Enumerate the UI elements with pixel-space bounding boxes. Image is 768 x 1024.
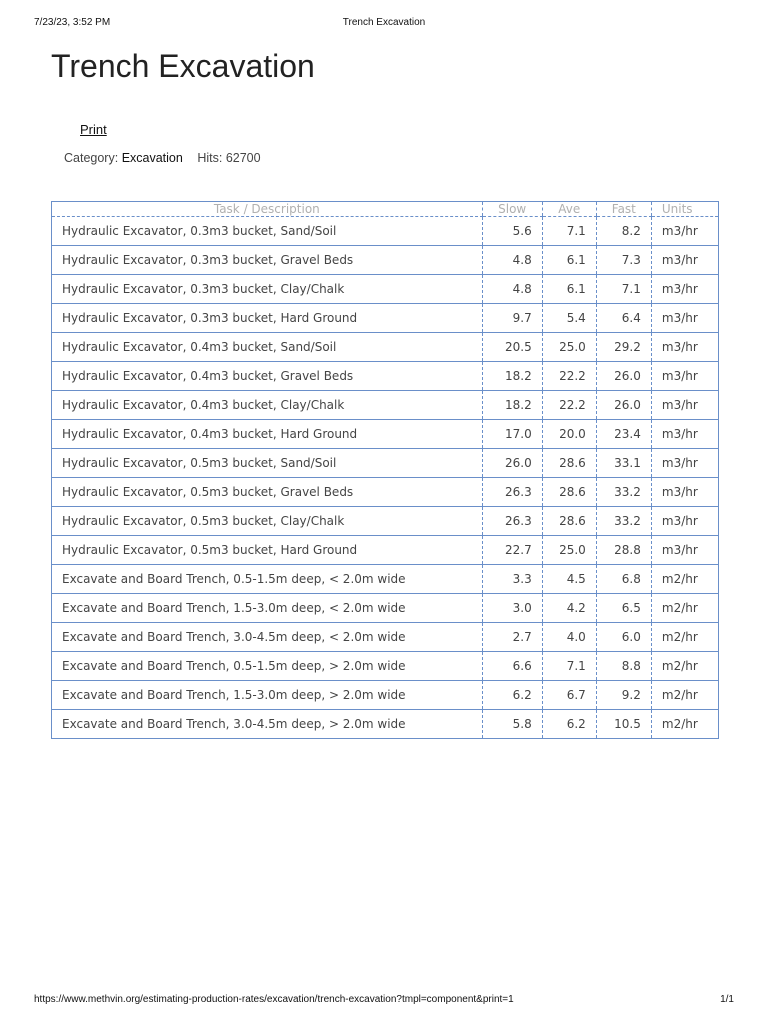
production-rates-table	[51, 201, 719, 739]
task-description-cell: Hydraulic Excavator, 0.3m3 bucket, Hard Ground	[52, 304, 483, 333]
ave-rate-cell: 4.2	[542, 594, 596, 623]
task-description-cell: Hydraulic Excavator, 0.4m3 bucket, Gravel Beds	[52, 362, 483, 391]
slow-rate-cell: 4.8	[482, 246, 542, 275]
slow-rate-cell: 4.8	[482, 275, 542, 304]
table-row	[52, 333, 719, 362]
task-description-cell: Hydraulic Excavator, 0.4m3 bucket, Clay/Chalk	[52, 391, 483, 420]
print-header	[34, 17, 734, 31]
header-task-description: Task / Description	[52, 202, 483, 217]
units-cell: m3/hr	[651, 275, 718, 304]
table-row	[52, 391, 719, 420]
ave-rate-cell: 25.0	[542, 333, 596, 362]
slow-rate-cell: 26.3	[482, 478, 542, 507]
units-cell: m3/hr	[651, 362, 718, 391]
fast-rate-cell: 26.0	[596, 362, 651, 391]
table-row	[52, 681, 719, 710]
table-row	[52, 507, 719, 536]
ave-rate-cell: 22.2	[542, 391, 596, 420]
page-title: Trench Excavation	[51, 48, 315, 84]
fast-rate-cell: 10.5	[596, 710, 651, 739]
units-cell: m2/hr	[651, 594, 718, 623]
slow-rate-cell: 18.2	[482, 362, 542, 391]
fast-rate-cell: 8.8	[596, 652, 651, 681]
ave-rate-cell: 6.7	[542, 681, 596, 710]
fast-rate-cell: 6.0	[596, 623, 651, 652]
units-cell: m3/hr	[651, 246, 718, 275]
task-description-cell: Excavate and Board Trench, 3.0-4.5m deep, > 2.0m wide	[52, 710, 483, 739]
ave-rate-cell: 6.1	[542, 246, 596, 275]
ave-rate-cell: 4.0	[542, 623, 596, 652]
task-description-cell: Hydraulic Excavator, 0.4m3 bucket, Hard Ground	[52, 420, 483, 449]
fast-rate-cell: 33.2	[596, 507, 651, 536]
fast-rate-cell: 33.2	[596, 478, 651, 507]
fast-rate-cell: 23.4	[596, 420, 651, 449]
header-ave: Ave	[542, 202, 596, 217]
task-description-cell: Excavate and Board Trench, 0.5-1.5m deep, > 2.0m wide	[52, 652, 483, 681]
ave-rate-cell: 4.5	[542, 565, 596, 594]
print-footer	[34, 994, 734, 1008]
ave-rate-cell: 22.2	[542, 362, 596, 391]
slow-rate-cell: 9.7	[482, 304, 542, 333]
ave-rate-cell: 7.1	[542, 652, 596, 681]
category-label: Category:	[64, 151, 119, 165]
units-cell: m3/hr	[651, 333, 718, 362]
table-row	[52, 536, 719, 565]
ave-rate-cell: 7.1	[542, 217, 596, 246]
table-row	[52, 246, 719, 275]
print-header-title: Trench Excavation	[342, 17, 426, 28]
units-cell: m3/hr	[651, 536, 718, 565]
table-row	[52, 623, 719, 652]
slow-rate-cell: 22.7	[482, 536, 542, 565]
ave-rate-cell: 5.4	[542, 304, 596, 333]
task-description-cell: Hydraulic Excavator, 0.5m3 bucket, Sand/Soil	[52, 449, 483, 478]
fast-rate-cell: 6.5	[596, 594, 651, 623]
page-count: 1/1	[720, 994, 734, 1005]
task-description-cell: Hydraulic Excavator, 0.3m3 bucket, Gravel Beds	[52, 246, 483, 275]
fast-rate-cell: 26.0	[596, 391, 651, 420]
units-cell: m3/hr	[651, 391, 718, 420]
slow-rate-cell: 6.6	[482, 652, 542, 681]
table-row	[52, 652, 719, 681]
units-cell: m3/hr	[651, 478, 718, 507]
task-description-cell: Hydraulic Excavator, 0.5m3 bucket, Gravel Beds	[52, 478, 483, 507]
table-row	[52, 710, 719, 739]
header-slow: Slow	[482, 202, 542, 217]
header-units: Units	[651, 202, 718, 217]
ave-rate-cell: 20.0	[542, 420, 596, 449]
fast-rate-cell: 7.1	[596, 275, 651, 304]
slow-rate-cell: 18.2	[482, 391, 542, 420]
print-link[interactable]: Print	[80, 122, 107, 137]
units-cell: m2/hr	[651, 681, 718, 710]
task-description-cell: Hydraulic Excavator, 0.3m3 bucket, Clay/Chalk	[52, 275, 483, 304]
units-cell: m2/hr	[651, 652, 718, 681]
table-row	[52, 304, 719, 333]
fast-rate-cell: 33.1	[596, 449, 651, 478]
table-row	[52, 478, 719, 507]
slow-rate-cell: 17.0	[482, 420, 542, 449]
fast-rate-cell: 6.8	[596, 565, 651, 594]
hits-count: 62700	[225, 151, 261, 165]
print-datetime: 7/23/23, 3:52 PM	[34, 17, 111, 28]
units-cell: m2/hr	[651, 710, 718, 739]
ave-rate-cell: 28.6	[542, 478, 596, 507]
table-header-row	[52, 202, 719, 217]
task-description-cell: Excavate and Board Trench, 1.5-3.0m deep, > 2.0m wide	[52, 681, 483, 710]
fast-rate-cell: 6.4	[596, 304, 651, 333]
slow-rate-cell: 3.0	[482, 594, 542, 623]
table-row	[52, 565, 719, 594]
fast-rate-cell: 7.3	[596, 246, 651, 275]
task-description-cell: Excavate and Board Trench, 1.5-3.0m deep, < 2.0m wide	[52, 594, 483, 623]
table-row	[52, 217, 719, 246]
slow-rate-cell: 6.2	[482, 681, 542, 710]
table-row	[52, 362, 719, 391]
hits-label: Hits:	[197, 151, 223, 165]
ave-rate-cell: 6.2	[542, 710, 596, 739]
units-cell: m3/hr	[651, 420, 718, 449]
task-description-cell: Hydraulic Excavator, 0.5m3 bucket, Clay/Chalk	[52, 507, 483, 536]
table-row	[52, 449, 719, 478]
fast-rate-cell: 9.2	[596, 681, 651, 710]
table-row	[52, 594, 719, 623]
units-cell: m3/hr	[651, 304, 718, 333]
ave-rate-cell: 28.6	[542, 507, 596, 536]
article-meta	[64, 151, 261, 165]
header-fast: Fast	[596, 202, 651, 217]
task-description-cell: Excavate and Board Trench, 3.0-4.5m deep, < 2.0m wide	[52, 623, 483, 652]
units-cell: m2/hr	[651, 623, 718, 652]
fast-rate-cell: 29.2	[596, 333, 651, 362]
ave-rate-cell: 25.0	[542, 536, 596, 565]
ave-rate-cell: 6.1	[542, 275, 596, 304]
task-description-cell: Excavate and Board Trench, 0.5-1.5m deep, < 2.0m wide	[52, 565, 483, 594]
units-cell: m3/hr	[651, 449, 718, 478]
slow-rate-cell: 26.0	[482, 449, 542, 478]
task-description-cell: Hydraulic Excavator, 0.3m3 bucket, Sand/Soil	[62, 224, 337, 238]
slow-rate-cell: 26.3	[482, 507, 542, 536]
category-link[interactable]: Excavation	[121, 151, 183, 165]
slow-rate-cell: 20.5	[482, 333, 542, 362]
fast-rate-cell: 28.8	[596, 536, 651, 565]
slow-rate-cell: 5.6	[482, 217, 542, 246]
table-row	[52, 420, 719, 449]
units-cell: m3/hr	[651, 217, 718, 246]
task-description-cell: Hydraulic Excavator, 0.4m3 bucket, Sand/Soil	[52, 333, 483, 362]
units-cell: m3/hr	[651, 507, 718, 536]
fast-rate-cell: 8.2	[596, 217, 651, 246]
slow-rate-cell: 3.3	[482, 565, 542, 594]
ave-rate-cell: 28.6	[542, 449, 596, 478]
print-url: https://www.methvin.org/estimating-production-rates/excavation/trench-excavation?tmpl=component&print=1	[34, 994, 514, 1005]
task-description-cell: Hydraulic Excavator, 0.5m3 bucket, Hard Ground	[52, 536, 483, 565]
table-row	[52, 275, 719, 304]
units-cell: m2/hr	[651, 565, 718, 594]
slow-rate-cell: 2.7	[482, 623, 542, 652]
slow-rate-cell: 5.8	[482, 710, 542, 739]
